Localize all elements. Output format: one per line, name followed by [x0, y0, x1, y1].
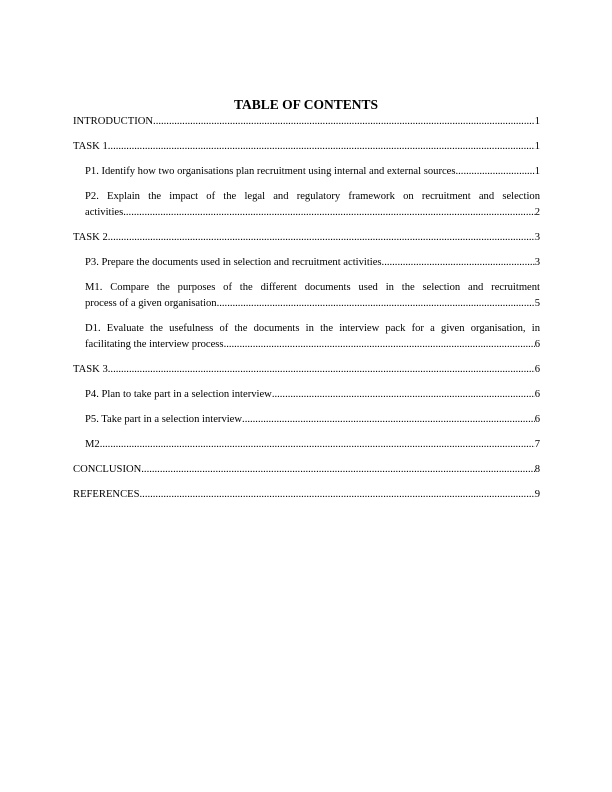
toc-entry-text: P5. Take part in a selection interview [85, 414, 243, 425]
dot-leader [217, 296, 535, 312]
dot-leader [108, 362, 535, 378]
toc-entry-task-1[interactable] [73, 139, 540, 155]
toc-entry-text: INTRODUCTION [73, 116, 154, 127]
dot-leader [108, 139, 535, 155]
dot-leader [272, 387, 535, 403]
toc-page-number: 9 [534, 489, 540, 500]
toc-entry-first-line: D1. Evaluate the usefulness of the documents in the interview pack for a given organisation, in [85, 323, 540, 334]
toc-page-number: 6 [534, 414, 540, 425]
toc-page-number: 7 [534, 439, 540, 450]
toc-page-number: 5 [534, 298, 540, 309]
toc-entry-p3[interactable] [73, 255, 540, 271]
toc-entry-text: TASK 1 [73, 141, 108, 152]
toc-page-number: 3 [534, 257, 540, 268]
toc-page-number: 2 [534, 207, 540, 218]
toc-page-number: 1 [534, 141, 540, 152]
toc-entry-text: CONCLUSION [73, 464, 142, 475]
toc-page-number: 6 [534, 364, 540, 375]
toc-entry-p4[interactable] [73, 387, 540, 403]
toc-entry-task-2[interactable] [73, 230, 540, 246]
toc-page-number: 8 [534, 464, 540, 475]
toc-entry-text: P1. Identify how two organisations plan recruitment using internal and external sources [85, 166, 456, 177]
toc-title: TABLE OF CONTENTS [233, 97, 379, 112]
dot-leader [100, 437, 535, 453]
toc-entry-text: TASK 2 [73, 232, 108, 243]
dot-leader [123, 205, 534, 221]
dot-leader [224, 337, 535, 353]
dot-leader [141, 462, 534, 478]
toc-entry-text: M2 [85, 439, 100, 450]
toc-page-number: 6 [534, 389, 540, 400]
toc-entry-text: activities [85, 207, 124, 218]
toc-entry-references[interactable] [73, 487, 540, 503]
toc-entry-conclusion[interactable] [73, 462, 540, 478]
dot-leader [153, 114, 535, 130]
dot-leader [242, 412, 535, 428]
toc-entry-p2[interactable] [73, 189, 540, 221]
toc-page-number: 6 [534, 339, 540, 350]
toc-page-number: 1 [534, 166, 540, 177]
dot-leader [382, 255, 535, 271]
toc-page-number: 1 [534, 116, 540, 127]
toc-entry-first-line: M1. Compare the purposes of the different documents used in the selection and recruitment [85, 282, 540, 293]
dot-leader [140, 487, 535, 503]
dot-leader [456, 164, 535, 180]
toc-entry-text: TASK 3 [73, 364, 108, 375]
toc-entry-text: facilitating the interview process [85, 339, 224, 350]
toc-entry-p1[interactable] [73, 164, 540, 180]
toc-entry-task-3[interactable] [73, 362, 540, 378]
toc-entry-text: process of a given organisation [85, 298, 217, 309]
toc-page-number: 3 [534, 232, 540, 243]
toc-entry-text: REFERENCES [73, 489, 140, 500]
toc-entry-first-line: P2. Explain the impact of the legal and regulatory framework on recruitment and selection [85, 191, 540, 202]
toc-entry-d1[interactable] [73, 321, 540, 353]
toc-entry-text: P4. Plan to take part in a selection interview [85, 389, 272, 400]
toc-entry-text: P3. Prepare the documents used in selection and recruitment activities [85, 257, 382, 268]
toc-entry-introduction[interactable] [73, 114, 540, 130]
toc-entry-m2[interactable] [73, 437, 540, 453]
toc-entry-p5[interactable] [73, 412, 540, 428]
dot-leader [108, 230, 535, 246]
toc-entry-m1[interactable] [73, 280, 540, 312]
table-of-contents [73, 114, 540, 512]
